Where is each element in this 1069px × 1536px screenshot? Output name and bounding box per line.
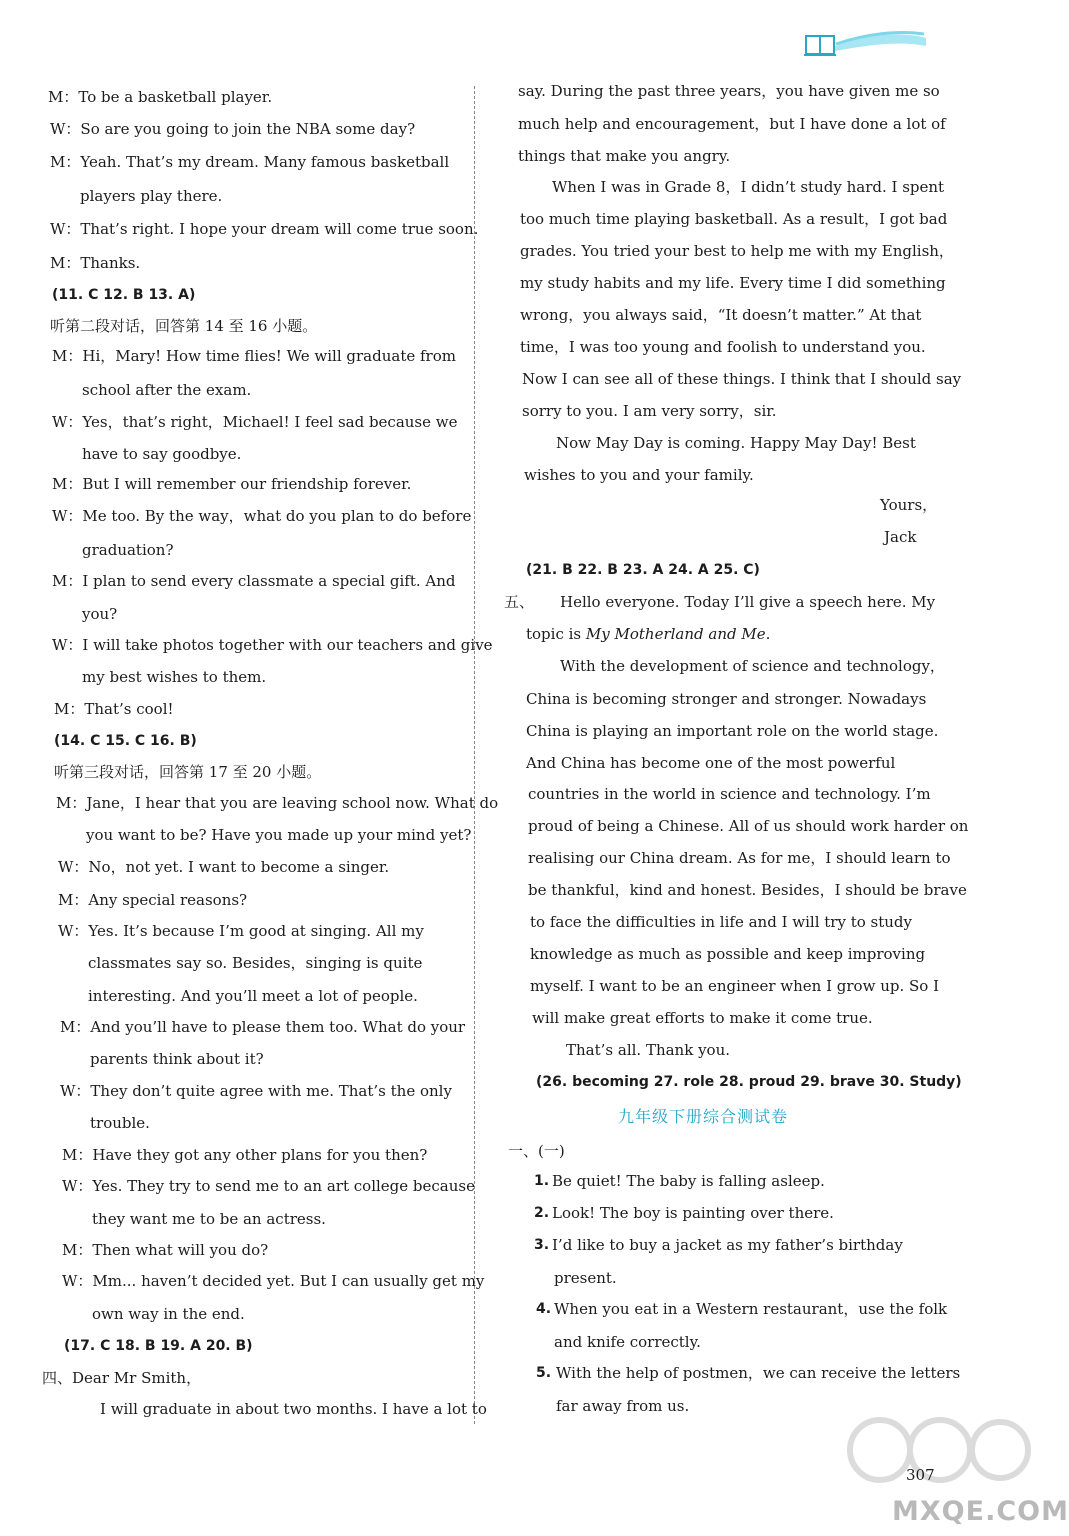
page-number: 307 [906,1466,935,1484]
speech-line: realising our China dream. As for me，I should learn to [528,849,951,867]
item-number: 5. [536,1365,552,1381]
dialogue-line: M：To be a basketball player. [48,88,273,106]
dialogue-line: have to say goodbye. [82,445,242,463]
dialogue-line: M：Any special reasons? [58,891,248,909]
dialogue-line: parents think about it? [90,1050,264,1068]
dialogue-line: own way in the end. [92,1305,245,1323]
letter-line: much help and encouragement，but I have done a lot of [518,115,946,133]
speech-line [526,623,770,645]
letter-line: things that make you angry. [518,147,731,165]
letter-line: time，I was too young and foolish to understand you. [520,338,926,356]
dialogue-line: players play there. [80,187,223,205]
speech-line: to face the difficulties in life and I will try to study [530,913,912,931]
letter-line: wishes to you and your family. [524,466,754,484]
dialogue-line: W：Mm... haven’t decided yet. But I can usually get my [62,1272,485,1290]
header-book-icon [802,28,928,58]
dialogue-line: W：They don’t quite agree with me. That’s the only [60,1082,452,1100]
dialogue-line: M：And you’ll have to please them too. What do your [60,1018,466,1036]
dialogue-line: W：Yes. They try to send me to an art college because [62,1177,475,1195]
dialogue-line: W：That’s right. I hope your dream will come true soon. [50,220,479,238]
letter-signature: Jack [884,528,917,546]
sentence-item: When you eat in a Western restaurant，use the folk [554,1300,948,1318]
speech-line: China is becoming stronger and stronger. Nowadays [526,690,927,708]
answer-key: (17. C 18. B 19. A 20. B) [64,1338,253,1354]
sentence-item: present. [554,1269,617,1287]
dialogue-line: M：I plan to send every classmate a special gift. And [52,572,456,590]
answer-key: (21. B 22. B 23. A 24. A 25. C) [526,562,760,578]
speech-line: Hello everyone. Today I’ll give a speech here. My [560,593,936,611]
section-title: 九年级下册综合测试卷 [618,1107,789,1126]
speech-line: And China has become one of the most powerful [526,754,896,772]
dialogue-line: you want to be? Have you made up your mind yet? [86,826,472,844]
dialogue-line: M：That’s cool! [54,700,174,718]
sentence-item: far away from us. [556,1397,690,1415]
dialogue-line: M：Thanks. [50,254,141,272]
item-number: 3. [534,1237,550,1253]
letter-line: grades. You tried your best to help me with my English， [520,242,954,260]
sentence-item: and knife correctly. [554,1333,701,1351]
letter-line: When I was in Grade 8，I didn’t study hard. I spent [552,178,945,196]
sentence-item: Look! The boy is painting over there. [552,1204,834,1222]
dialogue-line: my best wishes to them. [82,668,267,686]
dialogue-line: W：No，not yet. I want to become a singer. [58,858,390,876]
letter-closing: Yours， [880,496,938,514]
item-number: 1. [534,1173,550,1189]
dialogue-line: they want me to be an actress. [92,1210,326,1228]
sentence-item: I’d like to buy a jacket as my father’s birthday [552,1236,903,1254]
column-divider [474,86,475,1424]
item-number: 2. [534,1205,550,1221]
speech-line: be thankful，kind and honest. Besides，I should be brave [528,881,967,899]
answer-key: (26. becoming 27. role 28. proud 29. brave 30. Study) [536,1074,962,1090]
dialogue-line: graduation? [82,541,174,559]
dialogue-line: trouble. [90,1114,150,1132]
dialogue-line: you? [82,605,118,623]
item-number: 4. [536,1301,552,1317]
section-number: 五、 [504,593,535,611]
dialogue-line: W：Yes，that’s right，Michael! I feel sad because we [52,413,458,431]
watermark-text: MXQE.COM [892,1496,1069,1527]
sentence-item: Be quiet! The baby is falling asleep. [552,1172,825,1190]
dialogue-line: M：Hi，Mary! How time flies! We will graduate from [52,347,456,365]
dialogue-line: M：Have they got any other plans for you then? [62,1146,428,1164]
dialogue-line: M：Then what will you do? [62,1241,269,1259]
dialogue-line: M：Yeah. That’s my dream. Many famous basketball [50,153,450,171]
letter-line: say. During the past three years，you have given me so [518,82,940,100]
speech-line: proud of being a Chinese. All of us should work harder on [528,817,969,835]
dialogue-line: interesting. And you’ll meet a lot of people. [88,987,418,1005]
letter-line: wrong，you always said，“It doesn’t matter.” At that [520,306,922,324]
speech-topic-period: . [765,625,771,643]
letter-line: Now May Day is coming. Happy May Day! Best [556,434,916,452]
speech-line: myself. I want to be an engineer when I grow up. So I [530,977,939,995]
dialogue-line: W：I will take photos together with our teachers and give [52,636,493,654]
dialogue-line: classmates say so. Besides，singing is quite [88,954,423,972]
dialogue-line: W：Me too. By the way，what do you plan to do before [52,507,472,525]
answer-key: (14. C 15. C 16. B) [54,733,197,749]
answer-key: (11. C 12. B 13. A) [52,287,196,303]
letter-salutation: 四、Dear Mr Smith， [42,1369,202,1387]
speech-line: With the development of science and technology， [560,657,945,675]
section-instruction: 听第三段对话，回答第 17 至 20 小题。 [54,763,322,781]
section-number: 一、(一) [508,1142,565,1160]
letter-line: my study habits and my life. Every time I did something [520,274,946,292]
letter-line: too much time playing basketball. As a result，I got bad [520,210,948,228]
speech-line: China is playing an important role on the world stage. [526,722,939,740]
dialogue-line: W：Yes. It’s because I’m good at singing. All my [58,922,424,940]
speech-line: will make great efforts to make it come true. [532,1009,873,1027]
dialogue-line: W：So are you going to join the NBA some day? [50,120,416,138]
letter-line: sorry to you. I am very sorry，sir. [522,402,777,420]
section-instruction: 听第二段对话，回答第 14 至 16 小题。 [50,317,318,335]
speech-line: That’s all. Thank you. [566,1041,731,1059]
speech-topic-title: My Motherland and Me [585,625,766,643]
letter-line: Now I can see all of these things. I think that I should say [522,370,962,388]
dialogue-line: M：But I will remember our friendship forever. [52,475,412,493]
speech-topic-prefix: topic is [526,625,586,643]
speech-line: countries in the world in science and technology. I’m [528,785,931,803]
speech-line: knowledge as much as possible and keep improving [530,945,926,963]
dialogue-line: school after the exam. [82,381,252,399]
letter-line: I will graduate in about two months. I have a lot to [100,1400,487,1418]
dialogue-line: M：Jane，I hear that you are leaving school now. What do [56,794,499,812]
sentence-item: With the help of postmen，we can receive the letters [556,1364,961,1382]
